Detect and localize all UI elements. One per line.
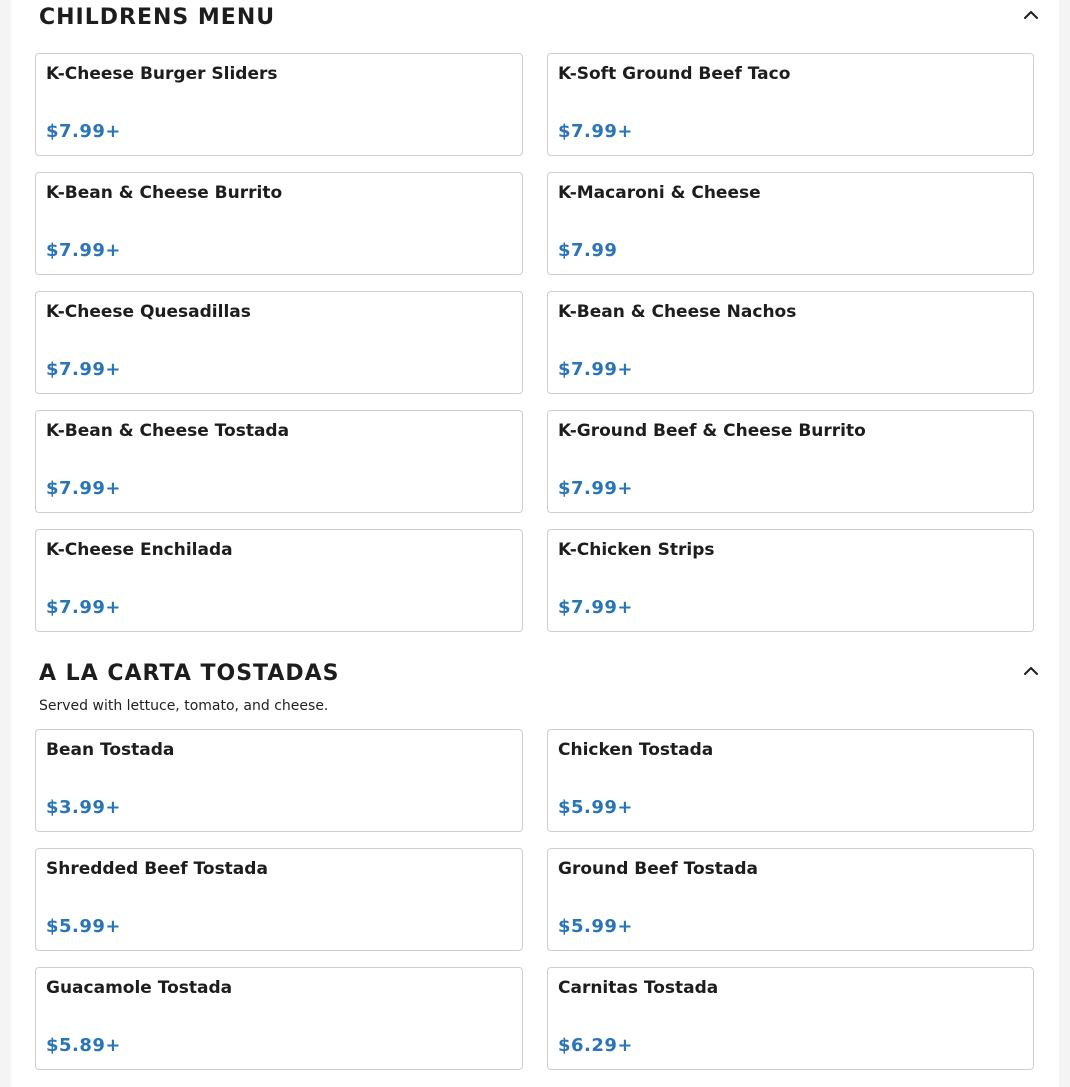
section-header-childrens-menu	[39, 3, 1039, 33]
menu-item-name: Chicken Tostada	[558, 740, 714, 760]
menu-item-price: $7.99+	[558, 359, 634, 380]
menu-item-card[interactable]	[547, 53, 1034, 156]
chevron-up-icon[interactable]	[1019, 659, 1043, 683]
menu-item-card[interactable]	[35, 729, 523, 832]
menu-item-price: $3.99+	[46, 797, 122, 818]
menu-item-name: Carnitas Tostada	[558, 978, 719, 998]
menu-item-price: $7.99+	[558, 478, 634, 499]
section-header-tostadas	[39, 659, 1039, 689]
menu-item-card[interactable]	[35, 53, 523, 156]
menu-item-price: $5.89+	[46, 1035, 122, 1056]
menu-item-name: Guacamole Tostada	[46, 978, 233, 998]
menu-item-name: K-Bean & Cheese Nachos	[558, 302, 797, 322]
menu-item-card[interactable]	[35, 529, 523, 632]
menu-item-card[interactable]	[35, 848, 523, 951]
section-title: A LA CARTA TOSTADAS	[39, 661, 340, 686]
menu-item-price: $7.99+	[46, 240, 122, 261]
menu-item-card[interactable]	[35, 291, 523, 394]
section-title: CHILDRENS MENU	[39, 5, 276, 30]
menu-item-card[interactable]	[547, 291, 1034, 394]
menu-item-price: $5.99+	[558, 797, 634, 818]
menu-item-name: K-Bean & Cheese Tostada	[46, 421, 290, 441]
menu-item-card[interactable]	[35, 967, 523, 1070]
menu-item-card[interactable]	[547, 410, 1034, 513]
menu-item-price: $7.99+	[46, 597, 122, 618]
menu-item-name: K-Macaroni & Cheese	[558, 183, 761, 203]
section-description: Served with lettuce, tomato, and cheese.	[39, 698, 329, 714]
menu-item-name: K-Cheese Burger Sliders	[46, 64, 278, 84]
menu-item-price: $7.99	[558, 240, 618, 261]
menu-item-name: K-Bean & Cheese Burrito	[46, 183, 283, 203]
menu-item-price: $7.99+	[558, 121, 634, 142]
menu-item-price: $7.99+	[46, 478, 122, 499]
menu-grid-tostadas	[35, 729, 1034, 1070]
menu-grid-childrens	[35, 53, 1034, 632]
menu-page	[11, 0, 1059, 1087]
menu-item-card[interactable]	[547, 967, 1034, 1070]
menu-item-name: K-Cheese Enchilada	[46, 540, 233, 560]
menu-item-card[interactable]	[35, 172, 523, 275]
menu-item-price: $7.99+	[46, 121, 122, 142]
chevron-up-icon[interactable]	[1019, 3, 1043, 27]
menu-item-price: $5.99+	[558, 916, 634, 937]
menu-item-name: Shredded Beef Tostada	[46, 859, 268, 879]
menu-item-price: $7.99+	[46, 359, 122, 380]
menu-item-price: $6.29+	[558, 1035, 634, 1056]
menu-item-name: K-Soft Ground Beef Taco	[558, 64, 791, 84]
menu-item-card[interactable]	[547, 172, 1034, 275]
menu-item-card[interactable]	[547, 848, 1034, 951]
menu-item-name: K-Cheese Quesadillas	[46, 302, 251, 322]
menu-item-price: $7.99+	[558, 597, 634, 618]
menu-item-card[interactable]	[547, 529, 1034, 632]
menu-item-name: Bean Tostada	[46, 740, 175, 760]
menu-item-name: Ground Beef Tostada	[558, 859, 759, 879]
menu-item-price: $5.99+	[46, 916, 122, 937]
menu-item-name: K-Chicken Strips	[558, 540, 715, 560]
menu-item-card[interactable]	[547, 729, 1034, 832]
menu-item-name: K-Ground Beef & Cheese Burrito	[558, 421, 866, 441]
menu-item-card[interactable]	[35, 410, 523, 513]
